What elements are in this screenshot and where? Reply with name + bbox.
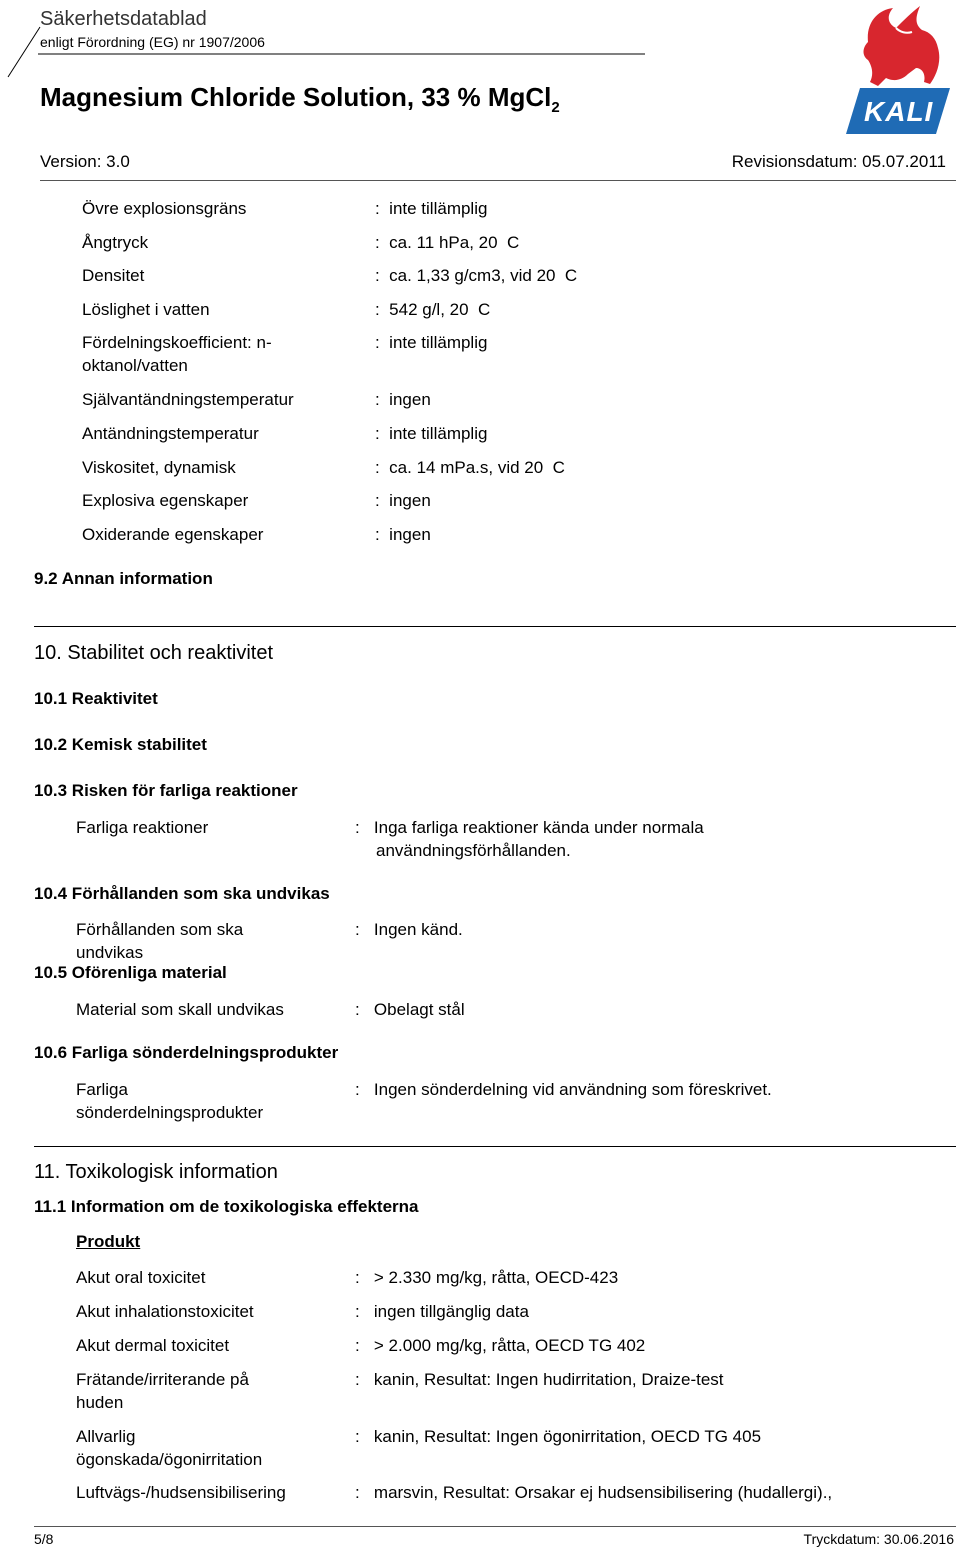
prop-label: Densitet xyxy=(82,266,145,285)
subsection-heading: 10.2 Kemisk stabilitet xyxy=(34,735,207,754)
revision-date: Revisionsdatum: 05.07.2011 xyxy=(731,152,946,171)
product-subheading: Produkt xyxy=(76,1232,141,1251)
kali-logo xyxy=(838,2,956,137)
prop-label: Ångtryck xyxy=(82,233,149,252)
prop-value: : inte tillämplig xyxy=(375,199,488,218)
subsection-heading: 10.6 Farliga sönderdelningsprodukter xyxy=(34,1043,339,1062)
section-rule xyxy=(34,1146,956,1147)
tox-label: Akut dermal toxicitet xyxy=(76,1336,230,1355)
prop-label: Antändningstemperatur xyxy=(82,424,259,443)
section-heading: 9.2 Annan information xyxy=(34,569,213,588)
tox-value: : marsvin, Resultat: Orsakar ej hudsensibilisering (hudallergi)., xyxy=(355,1483,833,1502)
prop-label-cont: oktanol/vatten xyxy=(82,356,188,375)
field-value: : Inga farliga reaktioner kända under normala xyxy=(355,818,704,837)
subsection-heading: 10.3 Risken för farliga reaktioner xyxy=(34,781,298,800)
tox-label: Akut inhalationstoxicitet xyxy=(76,1302,254,1321)
prop-value: : ingen xyxy=(375,390,431,409)
tox-value: : > 2.330 mg/kg, råtta, OECD-423 xyxy=(355,1268,619,1287)
section-title: 11. Toxikologisk information xyxy=(34,1161,278,1183)
tox-label: Allvarlig xyxy=(76,1427,136,1446)
header-diagonal-rule xyxy=(0,25,660,85)
section-title: 10. Stabilitet och reaktivitet xyxy=(34,642,274,664)
section-rule xyxy=(34,626,956,627)
field-value-cont: användningsförhållanden. xyxy=(376,841,571,860)
field-value: : Ingen sönderdelning vid användning som föreskrivet. xyxy=(355,1080,772,1099)
tox-label: Luftvägs-/hudsensibilisering xyxy=(76,1483,286,1502)
product-name: Magnesium Chloride Solution, 33 % MgCl$_2$ xyxy=(40,82,560,117)
logo-text: KALI xyxy=(864,96,934,127)
field-label: Farliga xyxy=(76,1080,128,1099)
subsection-heading: 10.1 Reaktivitet xyxy=(34,689,158,708)
tox-label-cont: ögonskada/ögonirritation xyxy=(76,1450,263,1469)
prop-label: Löslighet i vatten xyxy=(82,300,210,319)
print-date: Tryckdatum: 30.06.2016 xyxy=(803,1531,954,1547)
prop-label: Övre explosionsgräns xyxy=(82,199,247,218)
prop-value: : inte tillämplig xyxy=(375,333,488,352)
prop-label: Explosiva egenskaper xyxy=(82,491,249,510)
field-label-cont: undvikas xyxy=(76,943,144,962)
prop-value: : ca. 11 hPa, 20 C xyxy=(375,233,520,252)
version: Version: 3.0 xyxy=(40,152,130,171)
regulation-subtitle: enligt Förordning (EG) nr 1907/2006 xyxy=(40,34,265,50)
tox-label-cont: huden xyxy=(76,1393,124,1412)
prop-value: : ingen xyxy=(375,491,431,510)
tox-value: : > 2.000 mg/kg, råtta, OECD TG 402 xyxy=(355,1336,646,1355)
prop-value: : ingen xyxy=(375,525,431,544)
tox-value: : ingen tillgänglig data xyxy=(355,1302,529,1321)
prop-value: : ca. 14 mPa.s, vid 20 C xyxy=(375,458,565,477)
tox-label: Akut oral toxicitet xyxy=(76,1268,206,1287)
prop-label: Oxiderande egenskaper xyxy=(82,525,264,544)
footer-rule xyxy=(34,1526,956,1527)
subsection-heading: 10.4 Förhållanden som ska undvikas xyxy=(34,884,330,903)
field-label: Material som skall undvikas xyxy=(76,1000,284,1019)
prop-label: Självantändningstemperatur xyxy=(82,390,294,409)
prop-label: Fördelningskoefficient: n- xyxy=(82,333,272,352)
subsection-heading: 11.1 Information om de toxikologiska effekterna xyxy=(34,1197,419,1216)
prop-value: : ca. 1,33 g/cm3, vid 20 C xyxy=(375,266,578,285)
subsection-heading: 10.5 Oförenliga material xyxy=(34,963,227,982)
prop-label: Viskositet, dynamisk xyxy=(82,458,236,477)
page-number: 5/8 xyxy=(34,1531,54,1547)
header-rule xyxy=(40,180,956,181)
field-value: : Ingen känd. xyxy=(355,920,463,939)
field-label: Farliga reaktioner xyxy=(76,818,209,837)
field-value: : Obelagt stål xyxy=(355,1000,465,1019)
prop-value: : inte tillämplig xyxy=(375,424,488,443)
tox-value: : kanin, Resultat: Ingen ögonirritation, OECD TG 405 xyxy=(355,1427,762,1446)
tox-value: : kanin, Resultat: Ingen hudirritation, Draize-test xyxy=(355,1370,724,1389)
tox-label: Frätande/irriterande på xyxy=(76,1370,249,1389)
prop-value: : 542 g/l, 20 C xyxy=(375,300,491,319)
document-title: Säkerhetsdatablad xyxy=(40,8,207,30)
field-label-cont: sönderdelningsprodukter xyxy=(76,1103,264,1122)
field-label: Förhållanden som ska xyxy=(76,920,244,939)
